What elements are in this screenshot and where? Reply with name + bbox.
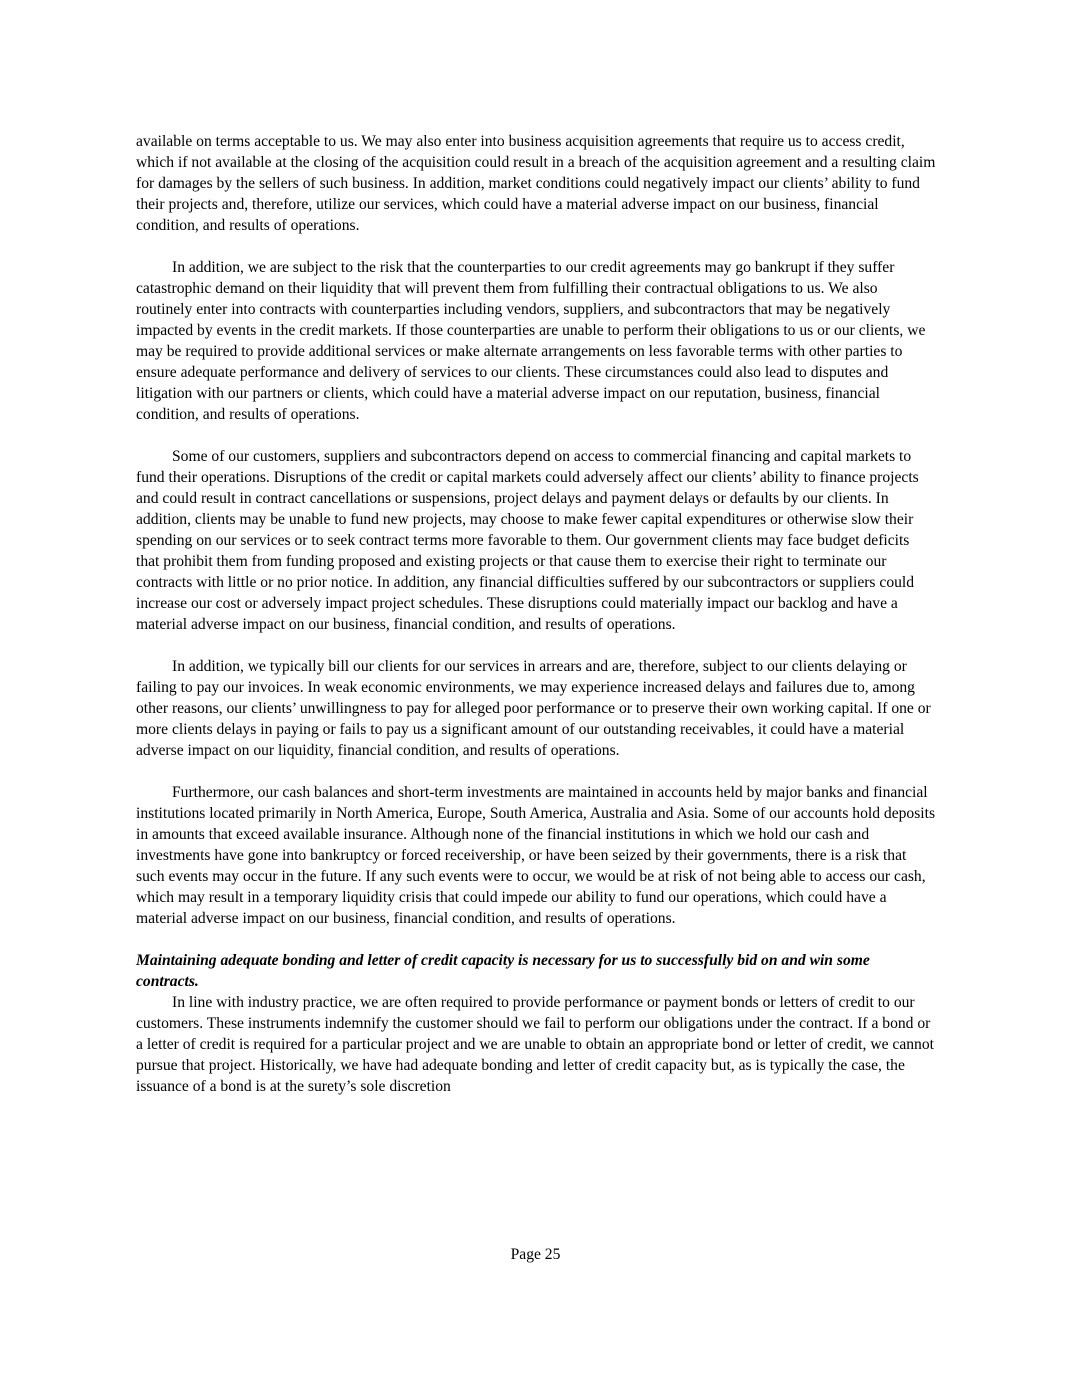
paragraph-counterparty-risk: In addition, we are subject to the risk that the counterparties to our credit agreements may go bankrupt if they suffer catastrophic demand on their liquidity that will prevent them from fulfilling their contractual obligations to us. We also routinely enter into contracts with counterparties including vendors, suppliers, and subcontractors that may be negatively impacted by events in the credit markets. If those counterparties are unable to perform their obligations to us or our clients, we may be required to provide additional services or make alternate arrangements on less favorable terms with other parties to ensure adequate performance and delivery of services to our clients. These circumstances could also lead to disputes and litigation with our partners or clients, which could have a material adverse impact on our reputation, business, financial condition, and results of operations. [136, 259, 926, 423]
paragraph-cash-balances: Furthermore, our cash balances and short-term investments are maintained in accounts held by major banks and financial institutions located primarily in North America, Europe, South America, Australia and Asia. Some of our accounts hold deposits in amounts that exceed available insurance. Although none of the financial institutions in which we hold our cash and investments have gone into bankruptcy or forced receivership, or have been seized by their governments, there is a risk that such events may occur in the future. If any such events were to occur, we would be at risk of not being able to access our cash, which may result in a temporary liquidity crisis that could impede our ability to fund our operations, which could have a material adverse impact on our business, financial condition, and results of operations. [136, 784, 936, 927]
paragraph-continued: available on terms acceptable to us. We may also enter into business acquisition agreements that require us to access credit, which if not available at the closing of the acquisition could result in a breach of the acquisition agreement and a resulting claim for damages by the sellers of such business. In addition, market conditions could negatively impact our clients’ ability to fund their projects and, therefore, utilize our services, which could have a material adverse impact on our business, financial condition, and results of operations. [136, 133, 936, 234]
paragraph-bonding: In line with industry practice, we are often required to provide performance or payment bonds or letters of credit to our customers. These instruments indemnify the customer should we fail to perform our obligations under the contract. If a bond or a letter of credit is required for a particular project and we are unable to obtain an appropriate bond or letter of credit, we cannot pursue that project. Historically, we have had adequate bonding and letter of credit capacity but, as is typically the case, the issuance of a bond is at the surety’s sole discretion [136, 994, 934, 1095]
paragraph-customer-financing: Some of our customers, suppliers and subcontractors depend on access to commercial financing and capital markets to fund their operations. Disruptions of the credit or capital markets could adversely affect our clients’ ability to finance projects and could result in contract cancellations or suspensions, project delays and payment delays or defaults by our clients. In addition, clients may be unable to fund new projects, may choose to make fewer capital expenditures or otherwise slow their spending on our services or to seek contract terms more favorable to them. Our government clients may face budget deficits that prohibit them from funding proposed and existing projects or that cause them to exercise their right to terminate our contracts with little or no prior notice. In addition, any financial difficulties suffered by our subcontractors or suppliers could increase our cost or adversely impact project schedules. These disruptions could materially impact our backlog and have a material adverse impact on our business, financial condition, and results of operations. [136, 448, 919, 633]
page-body [136, 131, 936, 1097]
section-heading: Maintaining adequate bonding and letter of credit capacity is necessary for us to successfully bid on and win some contracts. [136, 952, 870, 990]
page-number: Page 25 [510, 1246, 561, 1263]
paragraph-billing-arrears: In addition, we typically bill our clients for our services in arrears and are, therefore, subject to our clients delaying or failing to pay our invoices. In weak economic environments, we may experience increased delays and failures due to, among other reasons, our clients’ unwillingness to pay for alleged poor performance or to preserve their own working capital. If one or more clients delays in paying or fails to pay us a significant amount of our outstanding receivables, it could have a material adverse impact on our liquidity, financial condition, and results of operations. [136, 658, 931, 759]
